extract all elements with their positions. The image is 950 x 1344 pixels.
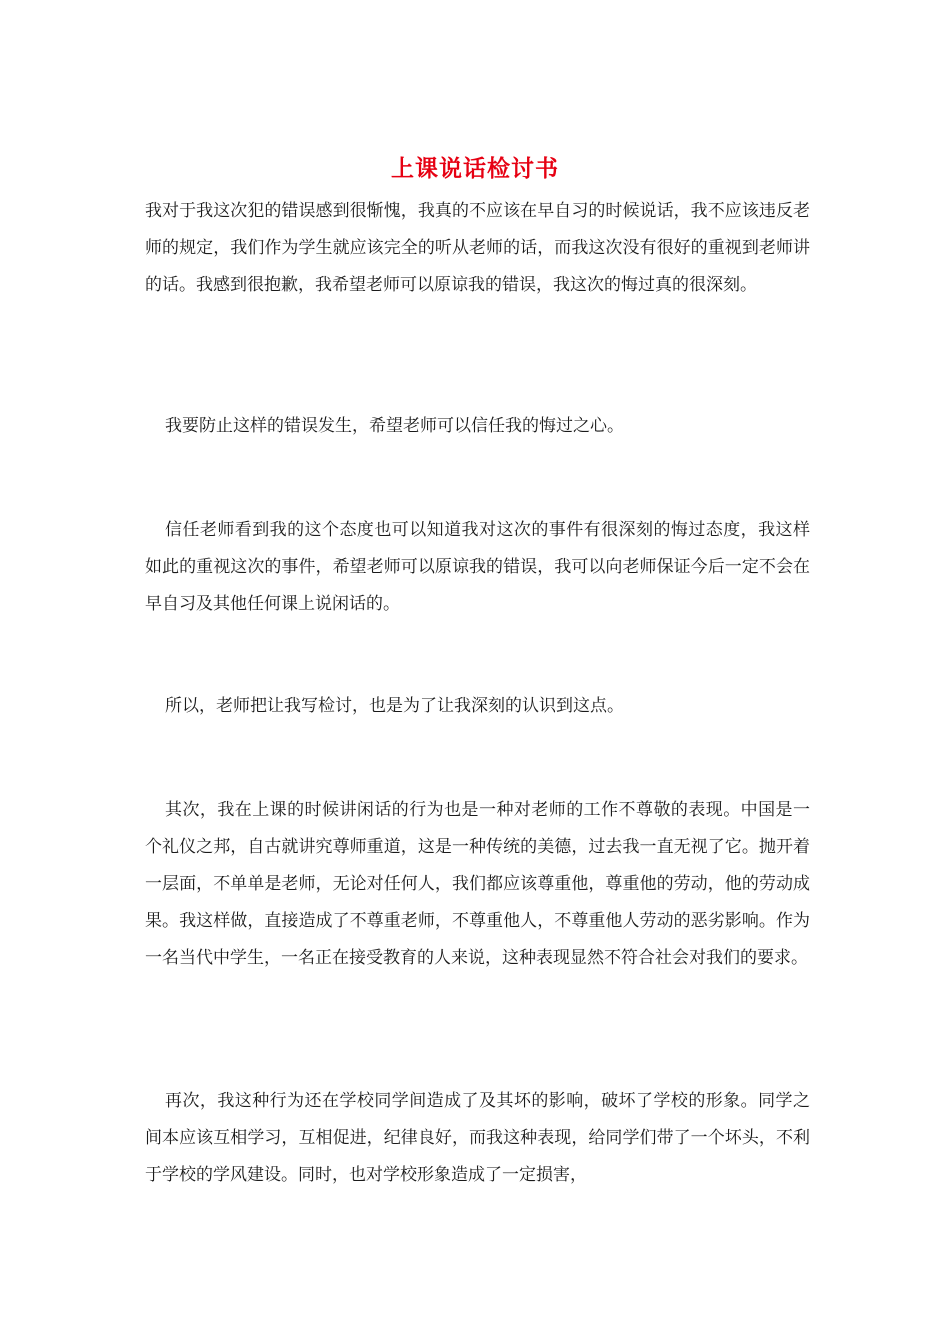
paragraph-1: 我对于我这次犯的错误感到很惭愧，我真的不应该在早自习的时候说话，我不应该违反老师的规定，我们作为学生就应该完全的听从老师的话，而我这次没有很好的重视到老师讲的话。我感到很抱歉，我希望老师可以原谅我的错误，我这次的悔过真的很深刻。 bbox=[145, 201, 810, 295]
paragraph-2: 我要防止这样的错误发生，希望老师可以信任我的悔过之心。 bbox=[165, 416, 624, 436]
paragraph-4: 所以，老师把让我写检讨，也是为了让我深刻的认识到这点。 bbox=[165, 696, 624, 716]
document-title: 上课说话检讨书 bbox=[391, 155, 559, 182]
paragraph-5: 其次，我在上课的时候讲闲话的行为也是一种对老师的工作不尊敬的表现。中国是一个礼仪之邦，自古就讲究尊师重道，这是一种传统的美德，过去我一直无视了它。抛开着一层面，不单单是老师，无论对任何人，我们都应该尊重他，尊重他的劳动，他的劳动成果。我这样做，直接造成了不尊重老师，不尊重他人，不尊重他人劳动的恶劣影响。作为一名当代中学生，一名正在接受教育的人来说，这种表现显然不符合社会对我们的要求。 bbox=[145, 800, 810, 968]
paragraph-3: 信任老师看到我的这个态度也可以知道我对这次的事件有很深刻的悔过态度，我这样如此的重视这次的事件，希望老师可以原谅我的错误，我可以向老师保证今后一定不会在早自习及其他任何课上说闲话的。 bbox=[145, 520, 810, 614]
paragraph-6: 再次，我这种行为还在学校同学间造成了及其坏的影响，破坏了学校的形象。同学之间本应该互相学习，互相促进，纪律良好，而我这种表现，给同学们带了一个坏头，不利于学校的学风建设。同时，也对学校形象造成了一定损害， bbox=[145, 1091, 810, 1185]
